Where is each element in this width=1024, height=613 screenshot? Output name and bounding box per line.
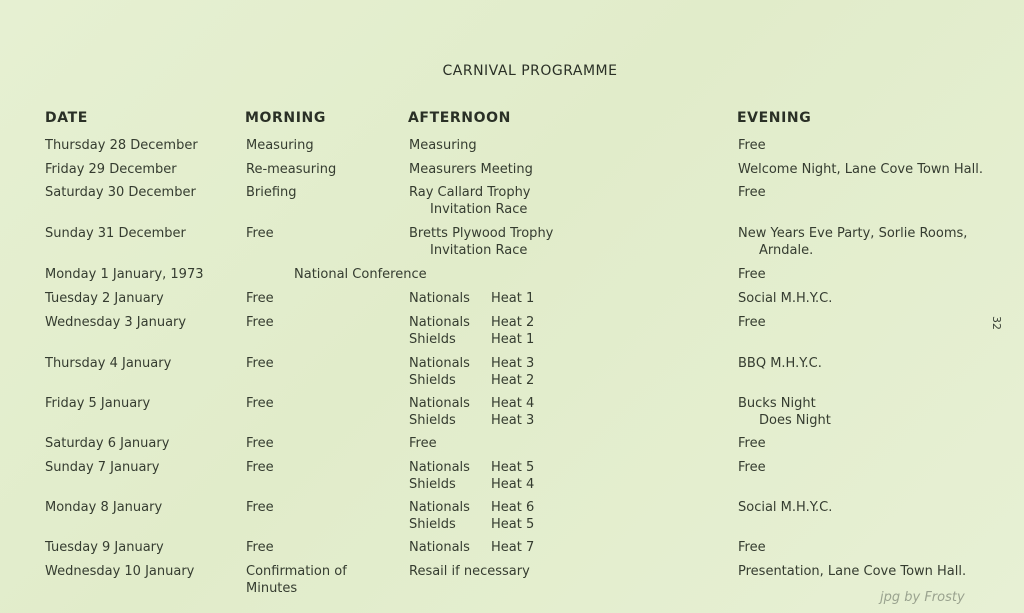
row-morning: Free <box>246 315 274 330</box>
row-race-heat: Heat 4 <box>491 396 535 411</box>
header-evening: EVENING <box>737 110 812 126</box>
row-date: Tuesday 9 January <box>45 540 164 555</box>
row-race-name: Nationals <box>409 396 470 411</box>
row-evening: Presentation, Lane Cove Town Hall. <box>738 564 967 579</box>
row-morning: Free <box>246 356 274 371</box>
row-evening: Social M.H.Y.C. <box>738 500 833 515</box>
row-race-heat: Heat 2 <box>491 373 535 388</box>
row-afternoon: Measurers Meeting <box>409 162 533 177</box>
row-evening: Social M.H.Y.C. <box>738 291 833 306</box>
page-number: 32 <box>990 316 1003 330</box>
row-evening: New Years Eve Party, Sorlie Rooms, <box>738 226 968 241</box>
row-evening: BBQ M.H.Y.C. <box>738 356 822 371</box>
row-evening: Does Night <box>759 413 831 428</box>
credit-watermark: jpg by Frosty <box>880 590 965 605</box>
row-date: Saturday 30 December <box>45 185 196 200</box>
row-morning: Confirmation of <box>246 564 347 579</box>
row-afternoon: Free <box>409 436 437 451</box>
row-afternoon: Invitation Race <box>430 202 528 217</box>
row-date: Friday 5 January <box>45 396 151 411</box>
row-evening: Arndale. <box>759 243 814 258</box>
header-morning: MORNING <box>245 110 326 126</box>
row-race-heat: Heat 5 <box>491 460 535 475</box>
row-morning: Free <box>246 396 274 411</box>
row-race-name: Shields <box>409 517 456 532</box>
row-morning: Free <box>246 291 274 306</box>
row-morning: Free <box>246 500 274 515</box>
page-title: CARNIVAL PROGRAMME <box>442 63 618 79</box>
row-morning: Minutes <box>246 581 298 596</box>
row-race-name: Shields <box>409 413 456 428</box>
row-race-name: Shields <box>409 332 456 347</box>
row-race-heat: Heat 1 <box>491 291 535 306</box>
row-morning: Free <box>246 460 274 475</box>
row-race-name: Nationals <box>409 356 470 371</box>
row-evening: Welcome Night, Lane Cove Town Hall. <box>738 162 984 177</box>
row-afternoon: Measuring <box>409 138 477 153</box>
row-race-heat: Heat 7 <box>491 540 535 555</box>
row-race-name: Nationals <box>409 460 470 475</box>
row-morning: Measuring <box>246 138 314 153</box>
row-evening: Bucks Night <box>738 396 816 411</box>
row-race-heat: Heat 3 <box>491 356 535 371</box>
row-race-heat: Heat 4 <box>491 477 535 492</box>
row-date: Wednesday 10 January <box>45 564 195 579</box>
row-evening: Free <box>738 436 766 451</box>
row-race-heat: Heat 3 <box>491 413 535 428</box>
row-race-heat: Heat 2 <box>491 315 535 330</box>
row-date: Wednesday 3 January <box>45 315 187 330</box>
row-evening: Free <box>738 267 766 282</box>
row-race-name: Nationals <box>409 540 470 555</box>
row-morning: Free <box>246 436 274 451</box>
row-evening: Free <box>738 540 766 555</box>
row-race-heat: Heat 1 <box>491 332 535 347</box>
row-race-name: Shields <box>409 477 456 492</box>
header-afternoon: AFTERNOON <box>408 110 511 126</box>
row-afternoon: Ray Callard Trophy <box>409 185 531 200</box>
row-span-event: National Conference <box>294 267 427 282</box>
row-evening: Free <box>738 315 766 330</box>
row-date: Monday 1 January, 1973 <box>45 267 204 282</box>
row-morning: Re-measuring <box>246 162 337 177</box>
row-date: Monday 8 January <box>45 500 163 515</box>
row-afternoon: Invitation Race <box>430 243 528 258</box>
row-date: Thursday 28 December <box>45 138 198 153</box>
row-date: Friday 29 December <box>45 162 177 177</box>
row-date: Sunday 7 January <box>45 460 160 475</box>
header-date: DATE <box>45 110 88 126</box>
row-date: Tuesday 2 January <box>45 291 164 306</box>
row-morning: Briefing <box>246 185 297 200</box>
row-date: Saturday 6 January <box>45 436 170 451</box>
row-morning: Free <box>246 226 274 241</box>
row-evening: Free <box>738 460 766 475</box>
row-afternoon: Resail if necessary <box>409 564 530 579</box>
row-evening: Free <box>738 185 766 200</box>
row-morning: Free <box>246 540 274 555</box>
row-evening: Free <box>738 138 766 153</box>
row-date: Thursday 4 January <box>45 356 172 371</box>
row-race-name: Nationals <box>409 315 470 330</box>
row-race-name: Shields <box>409 373 456 388</box>
row-race-heat: Heat 5 <box>491 517 535 532</box>
row-race-heat: Heat 6 <box>491 500 535 515</box>
row-afternoon: Bretts Plywood Trophy <box>409 226 554 241</box>
row-race-name: Nationals <box>409 500 470 515</box>
row-race-name: Nationals <box>409 291 470 306</box>
row-date: Sunday 31 December <box>45 226 186 241</box>
